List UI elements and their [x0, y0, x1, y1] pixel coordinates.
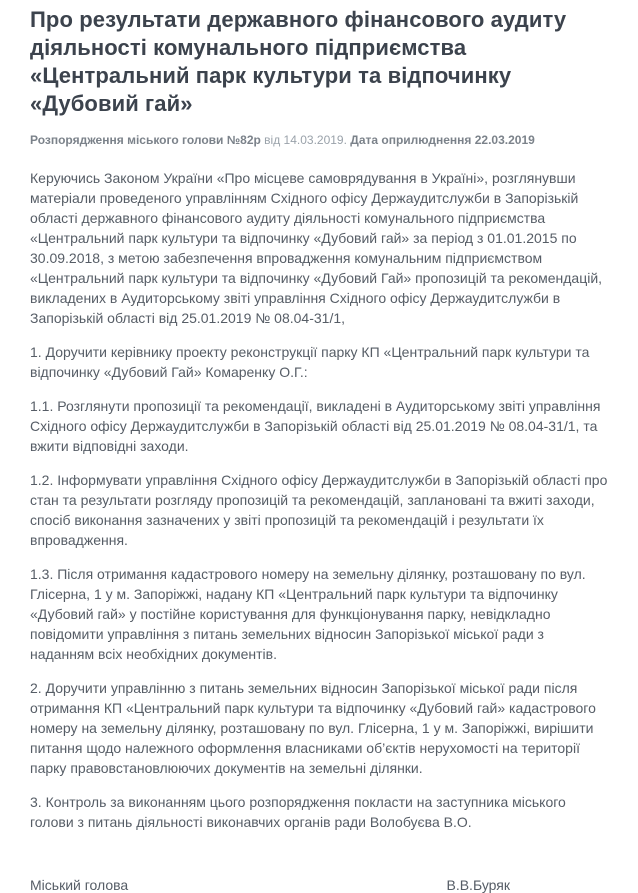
order-date: від 14.03.2019.: [260, 133, 351, 147]
page-title: Про результати державного фінансового аудиту діяльності комунального підприємства «Центральний парк культури та відпочинку «Дубовий гай»: [30, 7, 567, 116]
paragraph-item-1-1: 1.1. Розглянути пропозиції та рекомендації, викладені в Аудиторському звіті управління Східного офісу Держаудитслужби в Запорізькій області від 25.01.2019 № 08.04-31/1, та вжити відповідні заходи.: [30, 398, 601, 454]
order-number-label: Розпорядження міського голови №82р: [30, 133, 261, 147]
paragraph-item-1-2: 1.2. Інформувати управління Східного офісу Держаудитслужби в Запорізькій області про стан та результати розгляду пропозицій та рекомендацій, заплановані та вжиті заходи, спосіб виконання зазначених у звіті пропозицій та рекомендацій і результати їх впровадження.: [30, 472, 608, 548]
paragraph-item-1-3: 1.3. Після отримання кадастрового номеру на земельну ділянку, розташовану по вул. Глісерна, 1 у м. Запоріжжі, надану КП «Центральний парк культури та відпочинку «Дубовий гай» у постійне користування для функціонування парку, невідкладно повідомити управління з питань земельних відносин Запорізької міської ради з наданням всіх необхідних документів.: [30, 566, 586, 662]
signer-position: Міський голова: [30, 877, 129, 893]
publish-date-label: Дата оприлюднення 22.03.2019: [350, 133, 535, 147]
document-meta-line: [30, 132, 610, 148]
signer-name: В.В.Буряк: [446, 877, 510, 893]
paragraph-item-3: 3. Контроль за виконанням цього розпорядження покласти на заступника міського голови з питань діяльності виконавчих органів ради Волобуєва В.О.: [30, 794, 566, 830]
signature-row: [30, 877, 610, 893]
paragraph-preamble: Керуючись Законом України «Про місцеве самоврядування в Україні», розглянувши матеріали проведеного управлінням Східного офісу Держаудитслужби в Запорізькій області державного фінансового аудиту діяльності комунального підприємства «Центральний парк культури та відпочинку «Дубовий гай» за період з 01.01.2015 по 30.09.2018, з метою забезпечення впровадження комунальним підприємством «Центральний парк культури та відпочинку «Дубовий Гай» пропозицій та рекомендацій, викладених в Аудиторському звіті управління Східного офісу Держаудитслужби в Запорізькій області від 25.01.2019 № 08.04-31/1,: [30, 170, 603, 326]
paragraph-item-1: 1. Доручити керівнику проекту реконструкції парку КП «Центральний парк культури та відпочинку «Дубовий Гай» Комаренку О.Г.:: [30, 344, 590, 380]
paragraph-item-2: 2. Доручити управлінню з питань земельних відносин Запорізької міської ради після отримання КП «Центральний парк культури та відпочинку «Дубовий гай» кадастрового номеру на земельну ділянку, розташовану по вул. Глісерна, 1 у м. Запоріжжі, вирішити питання щодо належного оформлення власниками об’єктів нерухомості на території парку правовстановлюючих документів на земельні ділянки.: [30, 680, 596, 776]
document-body: [30, 168, 610, 832]
